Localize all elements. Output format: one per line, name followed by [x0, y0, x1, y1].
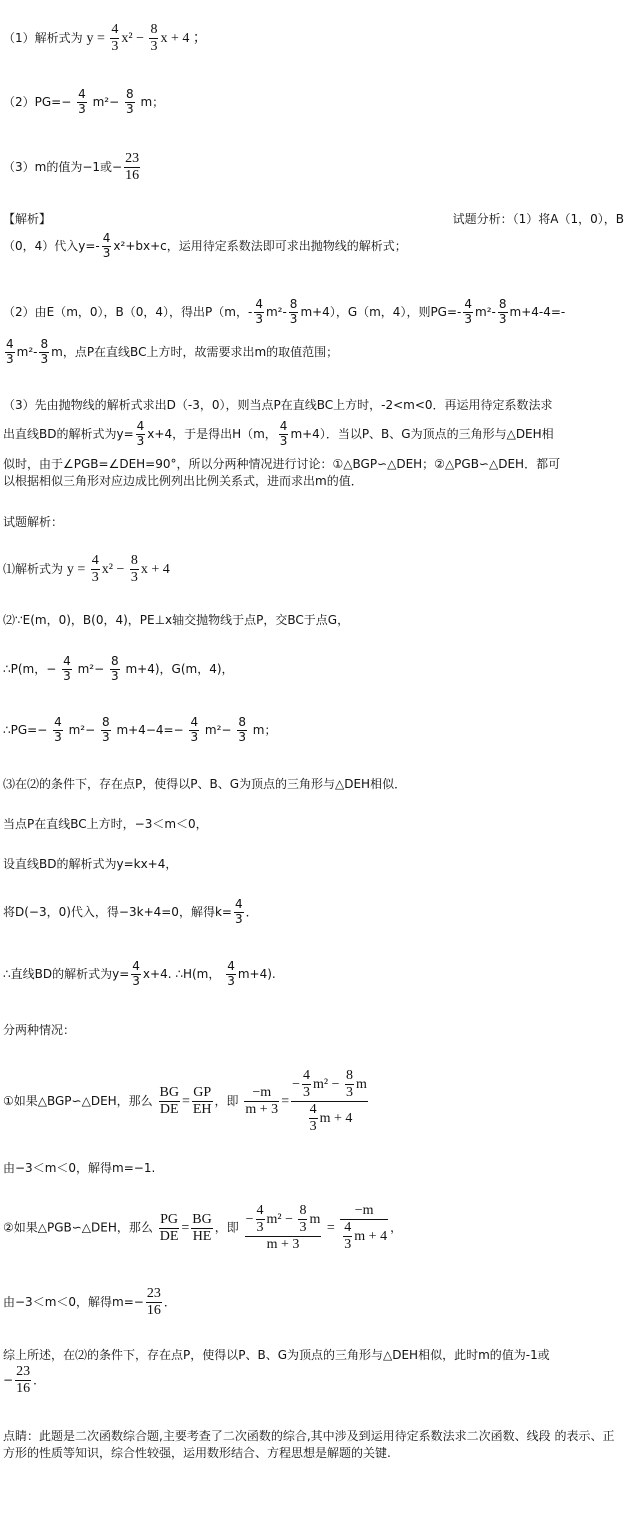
solution-step-1	[3, 553, 627, 586]
text: x+4. ∴H(m，	[142, 966, 221, 981]
equals-sign: =	[281, 1094, 290, 1110]
numerator: 4	[190, 715, 199, 729]
fraction-4-3	[302, 1068, 311, 1101]
text: m	[309, 1211, 321, 1227]
fraction-8-3	[498, 298, 508, 327]
denominator: 3	[464, 311, 473, 326]
denominator: 3	[299, 1220, 307, 1236]
solution-step-6	[3, 817, 627, 831]
text: m² −	[266, 1211, 297, 1227]
text: −	[3, 1373, 14, 1388]
answer-3	[3, 151, 627, 184]
fraction-4-3	[5, 338, 15, 367]
denominator: 3	[102, 245, 111, 260]
solution-heading	[3, 515, 627, 529]
denominator: 3	[125, 101, 134, 116]
analysis-p2-line2	[3, 338, 627, 367]
denominator: 16	[146, 1303, 161, 1319]
fraction-23-16	[146, 1286, 162, 1319]
text: （0，4）代入y=-	[3, 238, 100, 253]
text: x + 4	[140, 562, 170, 578]
numerator: 4	[63, 654, 71, 668]
numerator: 4	[343, 1220, 352, 1237]
numerator: 4	[102, 231, 111, 245]
denominator: 3	[130, 570, 138, 586]
answer-1-y: y =	[86, 31, 109, 47]
text: ∴PG=−	[3, 722, 48, 737]
fraction-4-3	[136, 420, 146, 449]
analysis-heading: 【解析】	[3, 212, 52, 226]
fraction-23-16	[15, 1364, 31, 1397]
solution-step-7	[3, 857, 627, 871]
text: ①如果△BGP∽△DEH，那么	[3, 1094, 153, 1109]
solution-step-9	[3, 960, 627, 989]
fraction-4-3	[91, 553, 100, 586]
denominator: 3	[309, 1119, 317, 1135]
text: m+4).	[237, 966, 276, 981]
numerator	[291, 1068, 368, 1102]
numerator: 23	[15, 1364, 31, 1381]
numerator: BG	[191, 1212, 212, 1229]
denominator: 3	[101, 729, 110, 744]
fraction-4-3	[343, 1220, 352, 1253]
equals-sign: =	[181, 1220, 190, 1236]
text: ，即	[214, 1220, 239, 1235]
text: ．	[163, 1295, 176, 1310]
denominator: 3	[238, 729, 246, 744]
numerator: 8	[125, 87, 134, 101]
fraction-23-16	[124, 151, 140, 184]
denominator: 3	[256, 1220, 264, 1236]
denominator: 16	[125, 168, 140, 184]
text: m²−	[77, 661, 105, 676]
answer-1-label: （1）解析式为	[3, 31, 83, 46]
denominator: 3	[289, 311, 298, 326]
numerator: 8	[149, 22, 158, 39]
answer-1	[3, 22, 627, 55]
denominator: 3	[344, 1237, 352, 1253]
text: x+4，于是得出H（m，	[147, 426, 277, 441]
fraction-4-3	[226, 960, 236, 989]
denominator: 3	[303, 1085, 310, 1101]
numerator: GP	[192, 1085, 213, 1102]
denominator	[291, 1102, 368, 1135]
denominator: DE	[159, 1228, 179, 1244]
text: m²-	[265, 304, 287, 319]
denominator: 3	[132, 973, 140, 988]
text: 将D(−3，0)代入，得−3k+4=0，解得k=	[3, 904, 232, 919]
numerator: 8	[111, 654, 119, 668]
denominator: 3	[227, 973, 235, 988]
text: 分两种情况：	[3, 1023, 76, 1037]
denominator: 16	[16, 1381, 31, 1397]
text: 当点P在直线BC上方时，−3＜m＜0，	[3, 817, 208, 831]
fraction-8-3	[149, 22, 158, 55]
fraction-8-3	[125, 88, 135, 117]
text: 以根据相似三角形对应边成比例列出比例关系式，进而求出m的值．	[3, 474, 363, 488]
note	[3, 1428, 625, 1463]
fraction-4-3	[309, 1102, 318, 1135]
text: ∴P(m，−	[3, 661, 57, 676]
text: 似时，由于∠PGB=∠DEH=90°，所以分两种情况进行讨论：①△BGP∽△DEH；②△PGB∽△DEH．都可	[3, 457, 561, 471]
text: ．	[245, 904, 258, 919]
fraction-8-3	[101, 716, 111, 745]
fraction-8-3	[130, 553, 139, 586]
analysis-p3-line4	[3, 474, 627, 488]
text: m + 4	[319, 1111, 353, 1126]
fraction-4-3	[62, 655, 72, 684]
text: 出直线BD的解析式为y=	[3, 426, 134, 441]
case-2-result	[3, 1286, 627, 1319]
text: 设直线BD的解析式为y=kx+4，	[3, 857, 178, 871]
solution-step-8	[3, 898, 627, 927]
analysis-p3-line1	[3, 398, 627, 412]
denominator: 3	[40, 351, 49, 366]
text: m	[355, 1076, 367, 1092]
denominator: 3	[255, 311, 263, 326]
text: 由−3＜m＜0，解得m=−	[3, 1295, 144, 1310]
denominator: 3	[190, 729, 199, 744]
compound-fraction-right	[340, 1203, 388, 1253]
numerator: 8	[498, 297, 507, 311]
solution-step-5	[3, 777, 627, 791]
case-1-result	[3, 1161, 627, 1175]
numerator: PG	[159, 1212, 180, 1229]
denominator: 3	[498, 311, 507, 326]
numerator: 8	[298, 1203, 307, 1220]
compound-fraction	[291, 1068, 368, 1135]
denominator: DE	[159, 1102, 179, 1118]
solution-step-3	[3, 655, 627, 684]
text: m²−	[204, 722, 232, 737]
fraction-4-3	[131, 960, 141, 989]
numerator: 8	[238, 715, 246, 729]
conclusion-line-1	[3, 1348, 627, 1362]
fraction-pg-de	[159, 1212, 180, 1245]
fraction-4-3	[254, 298, 264, 327]
denominator: 3	[234, 911, 243, 926]
case-1	[3, 1068, 627, 1135]
text: ，	[390, 1220, 403, 1235]
text: m+4）．当以P、B、G为顶点的三角形与△DEH相	[290, 426, 554, 441]
fraction-bg-he	[191, 1212, 212, 1245]
fraction-4-3	[234, 898, 244, 927]
denominator: 3	[78, 101, 86, 116]
numerator: BG	[159, 1085, 180, 1102]
denominator: 3	[111, 39, 119, 55]
text: ，即	[214, 1094, 239, 1109]
analysis-p3-line2	[3, 420, 627, 449]
numerator: 23	[124, 151, 140, 168]
numerator	[245, 1203, 322, 1237]
fraction-gp-eh	[192, 1085, 213, 1118]
numerator: 4	[132, 959, 140, 973]
text: （2）由E（m，0），B（0，4），得出P（m，-	[3, 304, 253, 319]
fraction-8-3	[110, 655, 120, 684]
fraction-4-3	[53, 716, 63, 745]
numerator: 8	[345, 1068, 354, 1085]
fraction-8-3	[345, 1068, 354, 1101]
analysis-p1-line2	[3, 232, 627, 261]
numerator: 4	[78, 87, 86, 101]
text: ⑴解析式为	[3, 562, 64, 577]
denominator	[340, 1220, 388, 1253]
equals-sign: =	[181, 1094, 190, 1110]
denominator: 3	[91, 570, 99, 586]
answer-1-x2: x² −	[121, 31, 148, 47]
numerator: 4	[302, 1068, 311, 1085]
numerator: 8	[40, 337, 49, 351]
text: m；	[252, 722, 277, 737]
denominator: HE	[192, 1228, 212, 1244]
fraction-4-3	[102, 232, 112, 261]
text: y =	[66, 562, 89, 578]
text: 由−3＜m＜0，解得m=−1.	[3, 1161, 156, 1175]
text: ∴直线BD的解析式为y=	[3, 966, 130, 981]
text: m²-	[16, 344, 38, 359]
text: ．	[33, 1373, 46, 1388]
fraction-negm-m3	[244, 1085, 279, 1118]
conclusion-line-2	[3, 1364, 627, 1397]
denominator: 3	[136, 433, 145, 448]
numerator: 4	[91, 553, 100, 570]
fraction-4-3	[279, 420, 289, 449]
analysis-p2-line1	[3, 298, 627, 327]
text: ⑵∵E(m，0)，B(0，4)，PE⊥x轴交抛物线于点P，交BC于点G，	[3, 613, 350, 627]
text: m+4−4=−	[116, 722, 184, 737]
fraction-4-3	[110, 22, 119, 55]
answer-2-tail: m；	[140, 94, 165, 109]
solution-step-10	[3, 1023, 627, 1037]
text: 综上所述，在⑵的条件下，存在点P，使得以P、B、G为顶点的三角形与△DEH相似，此时m的值为-1或	[3, 1348, 550, 1362]
text: −	[245, 1211, 254, 1227]
numerator: 8	[101, 715, 110, 729]
denominator: 3	[345, 1085, 353, 1101]
text: 点睛：此题是二次函数综合题,主要考查了二次函数的综合,其中涉及到运用待定系数法求二次函数、线段 的表示、正方形的性质等知识，综合性较强，运用数形结合、方程思想是解题的关键.	[3, 1429, 615, 1461]
fraction-bg-de	[159, 1085, 180, 1118]
numerator: 4	[54, 715, 62, 729]
denominator: 3	[150, 39, 158, 55]
text: m + 4	[354, 1228, 388, 1244]
numerator: 4	[234, 897, 243, 911]
text: x² −	[101, 562, 128, 578]
numerator: 4	[255, 297, 263, 311]
compound-fraction-left	[245, 1203, 322, 1253]
numerator: 4	[227, 959, 235, 973]
numerator: 4	[279, 419, 288, 433]
text: m²−	[68, 722, 96, 737]
denominator: 3	[111, 668, 119, 683]
text: m² −	[313, 1076, 343, 1092]
equals-sign: =	[323, 1220, 339, 1236]
text: m+4)，G(m，4)，	[125, 661, 234, 676]
fraction-4-3	[77, 88, 87, 117]
numerator: 4	[256, 1203, 265, 1220]
text: m²-	[475, 304, 496, 319]
answer-3-label: （3）m的值为−1或−	[3, 160, 123, 175]
text: ⑶在⑵的条件下，存在点P，使得以P、B、G为顶点的三角形与△DEH相似．	[3, 777, 407, 791]
denominator: 3	[279, 433, 288, 448]
case-2	[3, 1203, 627, 1253]
text: m，点P在直线BC上方时，故需要求出m的取值范围；	[51, 344, 339, 359]
denominator: 3	[54, 729, 62, 744]
text: m+4-4=-	[509, 304, 566, 319]
fraction-8-3	[298, 1203, 307, 1236]
numerator: 4	[464, 297, 473, 311]
fraction-4-3	[463, 298, 473, 327]
fraction-8-3	[289, 298, 299, 327]
answer-2	[3, 88, 627, 117]
text: 试题解析：	[3, 515, 64, 529]
solution-step-4	[3, 716, 627, 745]
denominator: EH	[192, 1102, 212, 1118]
fraction-4-3	[256, 1203, 265, 1236]
denominator: m + 3	[266, 1237, 300, 1253]
text: m+4），G（m，4），则PG=-	[300, 304, 462, 319]
denominator: 3	[63, 668, 71, 683]
text: x²+bx+c，运用待定系数法即可求出抛物线的解析式；	[113, 238, 407, 253]
answer-2-mid: m²−	[92, 94, 120, 109]
numerator: 4	[309, 1102, 318, 1119]
analysis-heading-line	[3, 212, 627, 226]
text: −	[292, 1076, 300, 1092]
answer-2-label: （2）PG=−	[3, 94, 72, 109]
numerator: −m	[340, 1203, 388, 1220]
numerator: 8	[130, 553, 139, 570]
fraction-4-3	[189, 716, 199, 745]
numerator: 4	[136, 419, 145, 433]
fraction-8-3	[237, 716, 247, 745]
answer-1-tail: x + 4 ；	[160, 31, 207, 47]
numerator: −m	[244, 1085, 279, 1102]
numerator: 4	[6, 337, 14, 351]
fraction-8-3	[39, 338, 49, 367]
numerator: 23	[146, 1286, 162, 1303]
analysis-intro: 试题分析：（1）将A（1，0），B	[452, 212, 624, 226]
numerator: 4	[110, 22, 119, 39]
text: ②如果△PGB∽△DEH，那么	[3, 1220, 153, 1235]
numerator: 8	[289, 297, 298, 311]
solution-step-2	[3, 613, 627, 627]
denominator: m + 3	[245, 1102, 279, 1118]
analysis-p3-line3	[3, 457, 627, 471]
denominator: 3	[6, 351, 14, 366]
text: （3）先由抛物线的解析式求出D（-3，0），则当点P在直线BC上方时，-2<m<0．再运用待定系数法求	[3, 398, 553, 412]
